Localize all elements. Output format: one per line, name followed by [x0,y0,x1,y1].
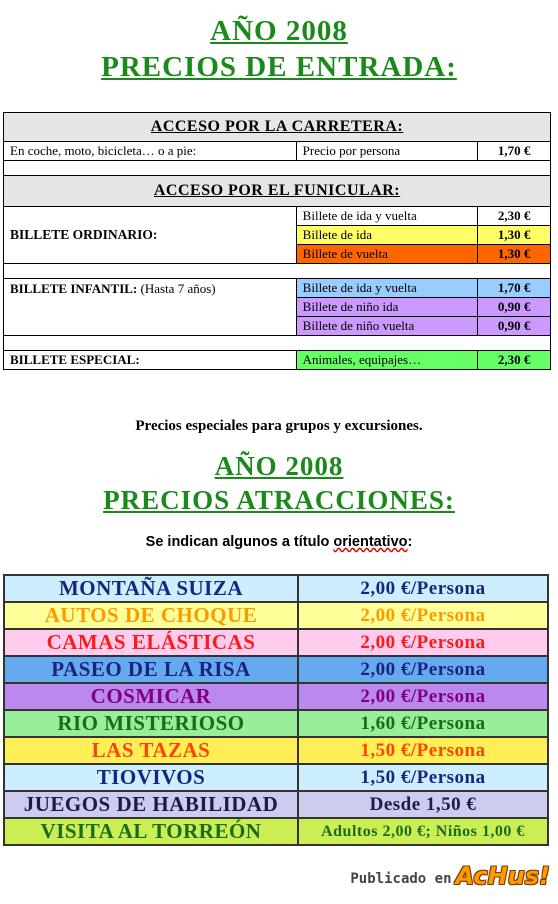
ordinary-ticket-type: Billete de ida y vuelta [296,207,478,226]
groups-note: Precios especiales para grupos y excursiones. [135,418,423,434]
attraction-price: 1,50 €/Persona [298,764,548,791]
attraction-row [4,629,548,656]
ordinary-ticket-type: Billete de vuelta [296,245,478,264]
road-price: 1,70 € [478,142,551,161]
child-ticket-type: Billete de niño ida [296,298,478,317]
indicative-note [0,534,558,550]
achus-logo: AcHus! [455,862,550,890]
indicative-underlined: orientativo [333,534,408,550]
attraction-price: 1,50 €/Persona [298,737,548,764]
road-price-row [4,142,551,161]
ordinary-ticket-price: 1,30 € [478,226,551,245]
entrance-prices-table [3,112,551,370]
child-ticket-cell [4,279,297,336]
road-heading-row [4,113,551,142]
attraction-row [4,683,548,710]
attraction-row [4,710,548,737]
ordinary-ticket-price: 1,30 € [478,245,551,264]
attraction-name: JUEGOS DE HABILIDAD [4,791,298,818]
attraction-name: TIOVIVOS [4,764,298,791]
attraction-price: 2,00 €/Persona [298,656,548,683]
ordinary-ticket-type: Billete de ida [296,226,478,245]
special-ticket-desc: Animales, equipajes… [296,351,478,370]
attraction-row [4,656,548,683]
spacer-row [4,161,551,176]
attraction-row [4,791,548,818]
footer [350,862,550,890]
child-ticket-label: BILLETE INFANTIL: [10,281,138,296]
attraction-name: VISITA AL TORREÓN [4,818,298,845]
ordinary-ticket-label: BILLETE ORDINARIO: [4,207,297,264]
attraction-name: MONTAÑA SUIZA [4,575,298,602]
child-ticket-type: Billete de niño vuelta [296,317,478,336]
child-ticket-note: (Hasta 7 años) [140,281,216,296]
road-desc: En coche, moto, bicicleta… o a pie: [4,142,297,161]
published-label: Publicado en [350,871,452,887]
attractions-prices-title: PRECIOS ATRACCIONES: [103,485,455,515]
funicular-heading: ACCESO POR EL FUNICULAR: [4,176,551,207]
spacer-row [4,264,551,279]
attraction-name: CAMAS ELÁSTICAS [4,629,298,656]
child-ticket-price: 0,90 € [478,317,551,336]
attraction-price: 2,00 €/Persona [298,575,548,602]
spacer-row [4,336,551,351]
attraction-name: PASEO DE LA RISA [4,656,298,683]
attraction-row [4,602,548,629]
indicative-text: Se indican algunos a título [145,534,334,550]
attraction-row [4,575,548,602]
indicative-colon: : [407,534,413,550]
attraction-price: Desde 1,50 € [298,791,548,818]
attraction-row [4,818,548,845]
attraction-price: 2,00 €/Persona [298,602,548,629]
road-heading: ACCESO POR LA CARRETERA: [4,113,551,142]
special-ticket-price: 2,30 € [478,351,551,370]
attraction-price: 1,60 €/Persona [298,710,548,737]
attractions-year-title: AÑO 2008 [214,451,344,481]
attraction-name: AUTOS DE CHOQUE [4,602,298,629]
attraction-row [4,737,548,764]
attraction-name: COSMICAR [4,683,298,710]
child-ticket-price: 1,70 € [478,279,551,298]
special-ticket-label: BILLETE ESPECIAL: [4,351,297,370]
special-row [4,351,551,370]
ordinary-ticket-price: 2,30 € [478,207,551,226]
attraction-price: 2,00 €/Persona [298,683,548,710]
child-ticket-price: 0,90 € [478,298,551,317]
entrance-prices-title: PRECIOS DE ENTRADA: [101,51,457,83]
attraction-row [4,764,548,791]
attraction-name: LAS TAZAS [4,737,298,764]
child-row-1 [4,279,551,298]
attractions-table [3,574,549,846]
road-label: Precio por persona [296,142,478,161]
attraction-name: RIO MISTERIOSO [4,710,298,737]
ordinary-row-1 [4,207,551,226]
attraction-price: Adultos 2,00 €; Niños 1,00 € [298,818,548,845]
child-ticket-type: Billete de ida y vuelta [296,279,478,298]
funicular-heading-row [4,176,551,207]
attraction-price: 2,00 €/Persona [298,629,548,656]
year-title: AÑO 2008 [210,15,348,47]
